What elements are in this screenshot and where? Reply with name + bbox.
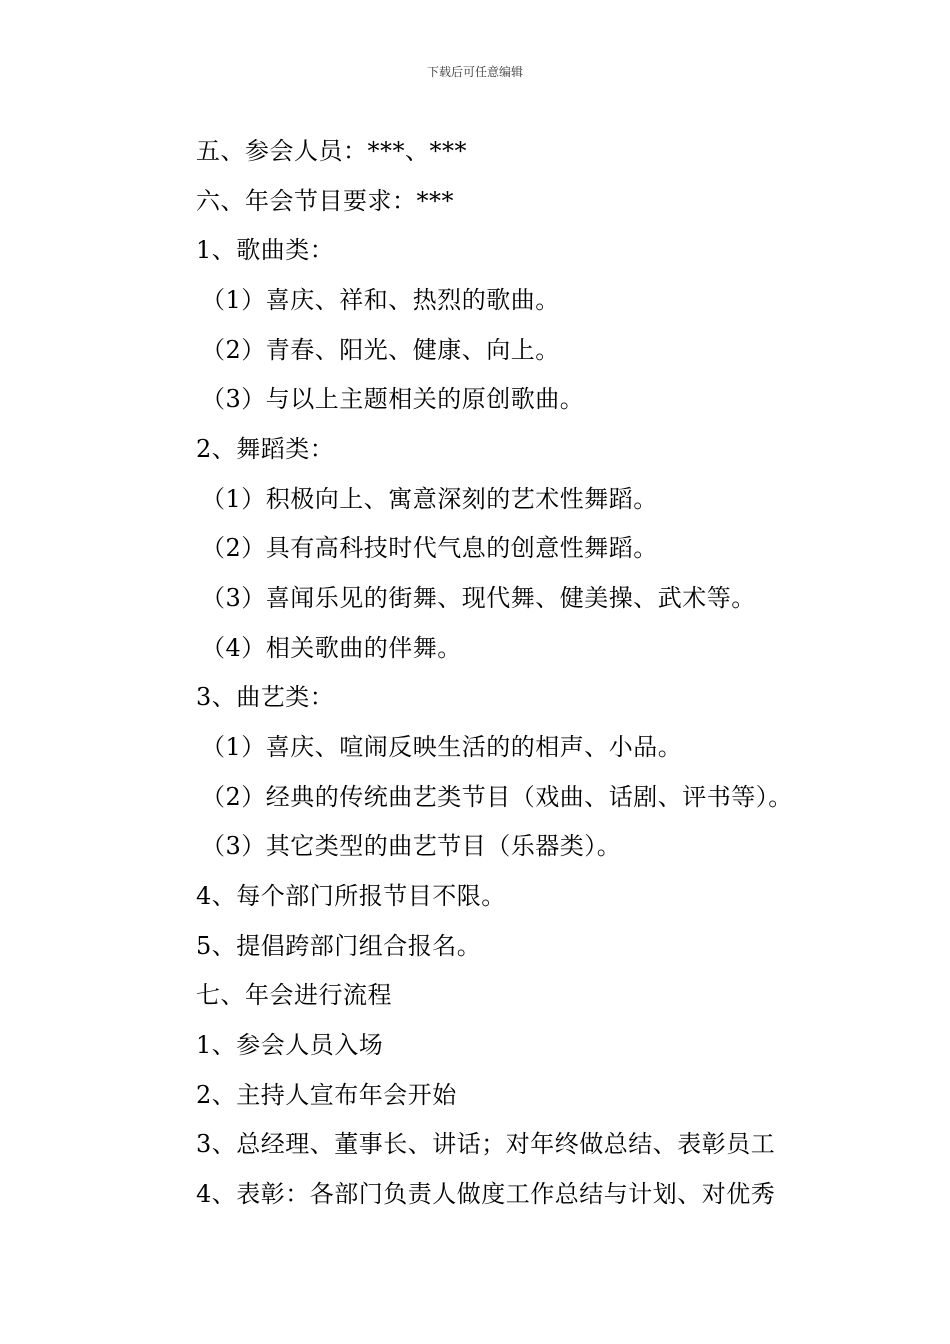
text-line: 4、每个部门所报节目不限。: [196, 882, 506, 910]
text-line: 2、主持人宣布年会开始: [196, 1081, 457, 1109]
text-line: （3）其它类型的曲艺节目（乐器类）。: [201, 832, 622, 860]
text-line: 4、表彰：各部门负责人做度工作总结与计划、对优秀: [196, 1180, 776, 1208]
text-line: 六、年会节目要求：***: [196, 187, 454, 215]
text-line: 3、曲艺类：: [196, 683, 335, 711]
text-line: 1、歌曲类：: [196, 236, 335, 264]
text-line: （1）积极向上、寓意深刻的艺术性舞蹈。: [201, 485, 658, 513]
text-line: 1、参会人员入场: [196, 1031, 384, 1059]
text-line: （1）喜庆、喧闹反映生活的的相声、小品。: [201, 733, 683, 761]
text-line: 3、总经理、董事长、讲话；对年终做总结、表彰员工: [196, 1130, 776, 1158]
text-line: （2）具有高科技时代气息的创意性舞蹈。: [201, 534, 658, 562]
text-line: （2）经典的传统曲艺类节目（戏曲、话剧、评书等）。: [201, 783, 793, 811]
text-line: 2、舞蹈类：: [196, 435, 335, 463]
text-line: （3）喜闻乐见的街舞、现代舞、健美操、武术等。: [201, 584, 756, 612]
text-line: 七、年会进行流程: [196, 981, 392, 1009]
text-line: （3）与以上主题相关的原创歌曲。: [201, 385, 585, 413]
text-line: 五、参会人员：***、***: [196, 137, 467, 165]
text-line: （2）青春、阳光、健康、向上。: [201, 336, 560, 364]
text-line: （1）喜庆、祥和、热烈的歌曲。: [201, 286, 560, 314]
text-line: 5、提倡跨部门组合报名。: [196, 932, 482, 960]
text-line: （4）相关歌曲的伴舞。: [201, 634, 462, 662]
page-header-note: 下载后可任意编辑: [426, 65, 523, 79]
